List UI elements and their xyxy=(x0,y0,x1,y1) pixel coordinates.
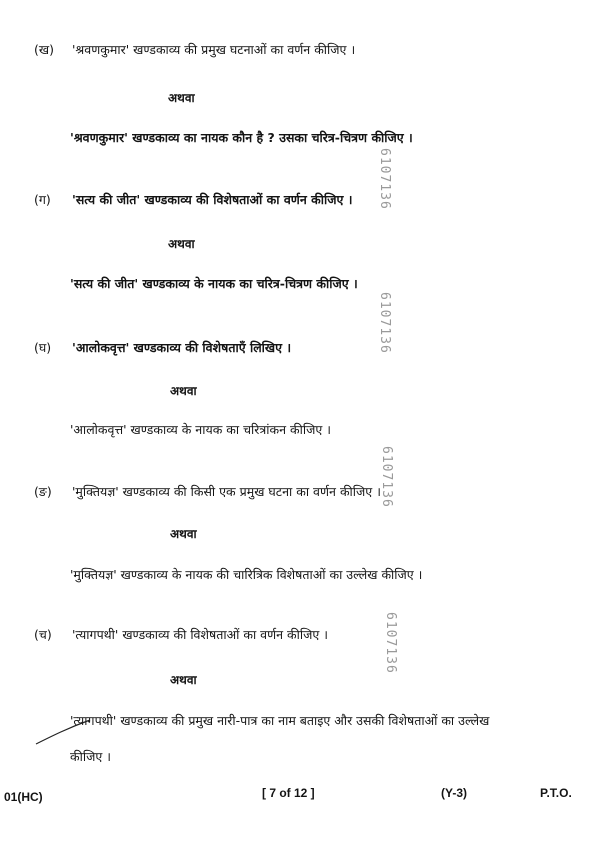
question-text: 'श्रवणकुमार' खण्डकाव्य की प्रमुख घटनाओं का वर्णन कीजिए । xyxy=(72,42,356,57)
alternate-question: 'सत्य की जीत' खण्डकाव्य के नायक का चरित्र-चित्रण कीजिए । xyxy=(70,276,358,291)
question-text: 'मुक्तियज्ञ' खण्डकाव्य की किसी एक प्रमुख घटना का वर्णन कीजिए । xyxy=(72,484,381,499)
question-text: 'त्यागपथी' खण्डकाव्य की विशेषताओं का वर्णन कीजिए । xyxy=(72,627,329,642)
set-code: (Y-3) xyxy=(441,786,468,800)
question-nga xyxy=(34,484,381,500)
or-separator: अथवा xyxy=(170,384,197,398)
question-label: (च) xyxy=(34,627,52,642)
paper-code: 01(HC) xyxy=(4,790,43,804)
question-label: (ग) xyxy=(34,192,51,207)
question-label: (ख) xyxy=(34,42,54,57)
question-gha xyxy=(34,340,291,356)
question-ga xyxy=(34,192,352,208)
alternate-question: 'आलोकवृत्त' खण्डकाव्य के नायक का चरित्रांकन कीजिए । xyxy=(70,422,331,437)
question-text: 'सत्य की जीत' खण्डकाव्य की विशेषताओं का वर्णन कीजिए । xyxy=(72,192,353,207)
roll-number-stamp: 6107136 xyxy=(377,292,392,354)
or-separator: अथवा xyxy=(168,237,195,251)
question-label: (घ) xyxy=(34,340,52,355)
or-separator: अथवा xyxy=(168,91,195,105)
or-separator: अथवा xyxy=(170,527,197,541)
page-number: [ 7 of 12 ] xyxy=(262,786,315,800)
question-cha xyxy=(34,627,328,643)
pto-label: P.T.O. xyxy=(540,786,572,800)
alternate-question-continued: कीजिए । xyxy=(70,749,111,764)
pen-mark xyxy=(34,716,94,746)
question-kha xyxy=(34,42,355,58)
roll-number-stamp: 6107136 xyxy=(379,446,394,508)
roll-number-stamp: 6107136 xyxy=(383,612,398,674)
alternate-question: 'त्यागपथी' खण्डकाव्य की प्रमुख नारी-पात्र का नाम बताइए और उसकी विशेषताओं का उल्लेख xyxy=(70,713,490,728)
alternate-question: 'श्रवणकुमार' खण्डकाव्य का नायक कौन है ? उसका चरित्र-चित्रण कीजिए । xyxy=(70,130,413,145)
roll-number-stamp: 6107136 xyxy=(377,148,392,210)
alternate-question: 'मुक्तियज्ञ' खण्डकाव्य के नायक की चारित्रिक विशेषताओं का उल्लेख कीजिए । xyxy=(70,567,423,582)
or-separator: अथवा xyxy=(170,673,197,687)
question-label: (ङ) xyxy=(34,484,52,499)
question-text: 'आलोकवृत्त' खण्डकाव्य की विशेषताएँ लिखिए । xyxy=(72,340,292,355)
